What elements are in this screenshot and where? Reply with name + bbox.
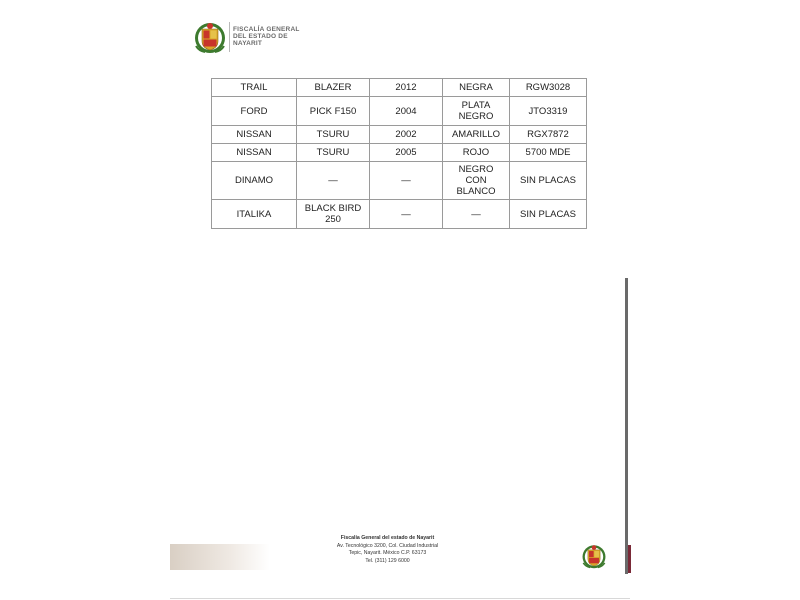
table-cell: 2005 [370,144,443,162]
org-line-2: DEL ESTADO DE [233,33,288,40]
footer-title: Fiscalía General del estado de Nayarit [340,535,435,541]
table-row [212,79,587,97]
side-accent-bar [628,545,631,573]
table-row [212,126,587,144]
table-cell: PICK F150 [297,97,370,126]
state-seal-icon [193,20,227,54]
table-cell: TRAIL [212,79,297,97]
header-divider [229,22,230,52]
header-org-name [233,26,300,47]
table-cell: 2002 [370,126,443,144]
table-cell: FORD [212,97,297,126]
footer-address-block [300,535,475,565]
table-cell: NEGRA [443,79,510,97]
table-cell: 2012 [370,79,443,97]
table-cell: JTO3319 [510,97,587,126]
org-line-1: FISCALÍA GENERAL [233,26,300,33]
table-cell: — [297,162,370,200]
table-row [212,200,587,229]
table-cell: PLATA NEGRO [443,97,510,126]
org-line-3: NAYARIT [233,40,263,47]
table-cell: NEGRO CON BLANCO [443,162,510,200]
table-cell: SIN PLACAS [510,162,587,200]
table-cell: ITALIKA [212,200,297,229]
table-cell: — [370,162,443,200]
table-cell: RGX7872 [510,126,587,144]
vehicle-table [211,78,587,229]
table-cell: BLACK BIRD 250 [297,200,370,229]
table-cell: AMARILLO [443,126,510,144]
table-row [212,97,587,126]
state-seal-icon [581,542,607,570]
table-cell: BLAZER [297,79,370,97]
table-cell: — [370,200,443,229]
footer-phone: Tel. (311) 129 6000 [365,557,410,564]
side-rule [625,278,628,574]
table-cell: NISSAN [212,126,297,144]
footer-address-line-1: Av. Tecnológico 3200, Col. Ciudad Industrial [336,542,439,549]
table-cell: NISSAN [212,144,297,162]
table-cell: RGW3028 [510,79,587,97]
table-cell: DINAMO [212,162,297,200]
table-cell: ROJO [443,144,510,162]
footer-address-line-2: Tepic, Nayarit. México C.P. 63173 [348,550,427,556]
table-cell: TSURU [297,144,370,162]
table-row [212,162,587,200]
table-cell: TSURU [297,126,370,144]
bottom-divider [170,598,630,599]
table-cell: — [443,200,510,229]
table-cell: SIN PLACAS [510,200,587,229]
footer-gradient-band [170,544,270,570]
table-cell: 2004 [370,97,443,126]
table-row [212,144,587,162]
table-cell: 5700 MDE [510,144,587,162]
